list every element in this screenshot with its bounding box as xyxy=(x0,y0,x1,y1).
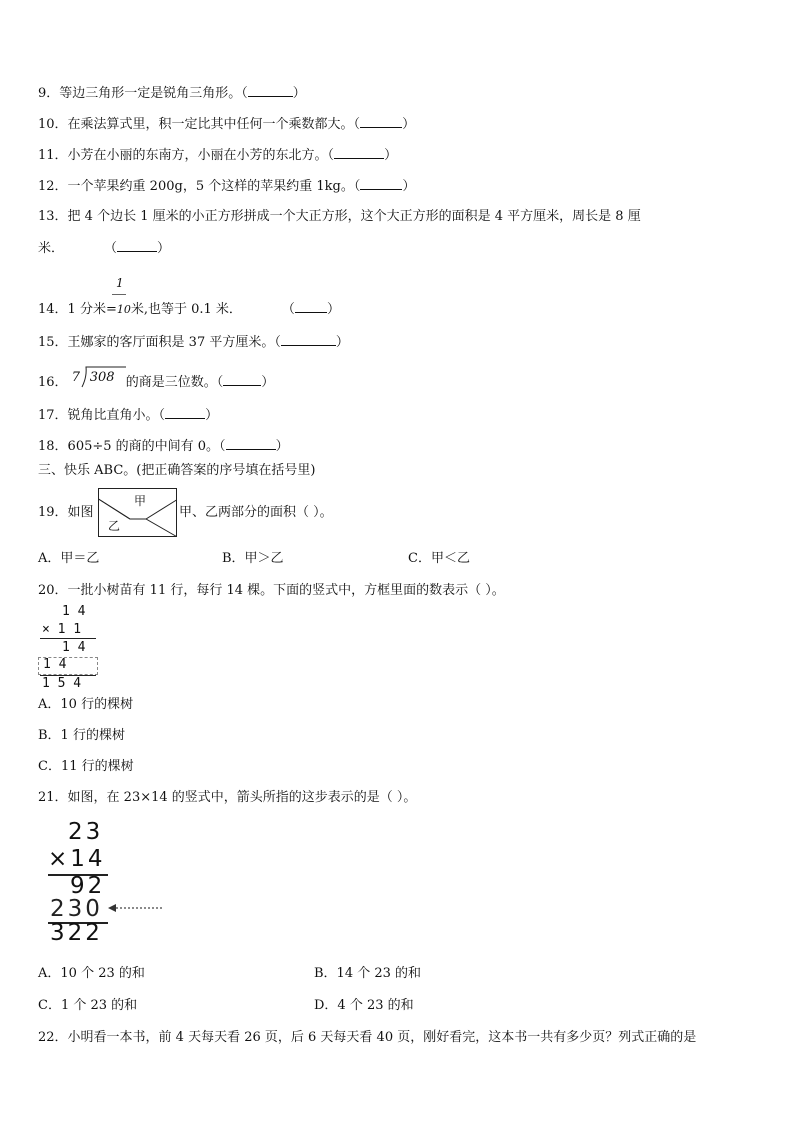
answer-blank[interactable] xyxy=(295,300,327,313)
paren-close: ） xyxy=(275,439,289,454)
option-b[interactable]: B．14 个 23 的和 xyxy=(314,966,422,981)
calc-row: 23 xyxy=(68,819,104,845)
question-text: 在乘法算式里，积一定比其中任何一个乘数都大。（ xyxy=(67,117,361,132)
question-13 xyxy=(38,209,641,225)
option-d[interactable]: D．4 个 23 的和 xyxy=(314,998,414,1013)
question-9 xyxy=(38,84,306,102)
fraction-denominator: 10 xyxy=(116,303,131,316)
fraction-numerator: 1 xyxy=(116,276,124,290)
answer-blank[interactable] xyxy=(223,373,261,386)
question-text: 米,也等于 0.1 米． xyxy=(130,302,242,317)
question-11 xyxy=(38,146,397,164)
question-20 xyxy=(38,583,505,599)
paren-close: ） xyxy=(205,408,219,423)
question-22 xyxy=(38,1030,696,1046)
paren-open: （ xyxy=(104,241,118,256)
divisor: 7 xyxy=(71,370,80,385)
question-number: 9． xyxy=(38,86,60,101)
calc-row: × 1 1 xyxy=(42,622,82,637)
dotted-arrow-icon xyxy=(106,902,164,914)
paren-open: （ xyxy=(281,302,295,317)
option-a[interactable]: A．10 个 23 的和 xyxy=(38,966,145,981)
answer-blank[interactable] xyxy=(117,239,157,252)
calc-row: ×14 xyxy=(48,846,106,872)
calc-row: 1 4 xyxy=(62,604,86,619)
option-b[interactable]: B．甲＞乙 xyxy=(222,551,284,566)
question-text: 的商是三位数。（ xyxy=(125,375,224,390)
answer-blank[interactable] xyxy=(360,115,402,128)
question-number: 18． xyxy=(38,439,68,454)
option-c[interactable]: C．1 个 23 的和 xyxy=(38,998,138,1013)
question-text: 甲、乙两部分的面积（ ）。 xyxy=(179,505,333,520)
answer-blank[interactable] xyxy=(248,84,293,97)
section-title: 三、快乐 ABC。(把正确答案的序号填在括号里) xyxy=(38,463,316,478)
label-jia: 甲 xyxy=(134,494,147,508)
question-19 xyxy=(38,505,94,521)
question-number: 17． xyxy=(38,408,68,423)
paren-close: ） xyxy=(292,86,306,101)
question-21 xyxy=(38,790,416,806)
question-number: 13． xyxy=(38,209,68,224)
answer-blank[interactable] xyxy=(226,437,276,450)
calc-line xyxy=(40,638,96,639)
fraction-bar xyxy=(112,294,126,295)
question-10 xyxy=(38,115,415,133)
paren-close: ） xyxy=(384,148,398,163)
question-text: 米． xyxy=(38,241,65,256)
paren-close: ） xyxy=(402,117,416,132)
question-text: 小明看一本书，前 4 天每天看 26 页，后 6 天每天看 40 页，刚好看完，这本书一共有多少页？列式正确的是 xyxy=(67,1030,697,1045)
calc-row: 1 4 xyxy=(43,657,67,672)
paren-close: ） xyxy=(335,335,349,350)
question-17 xyxy=(38,406,218,424)
dividend: 308 xyxy=(89,370,115,385)
calc-row: 230 xyxy=(50,896,103,922)
question-number: 21． xyxy=(38,790,68,805)
question-18 xyxy=(38,437,289,455)
question-number: 10． xyxy=(38,117,68,132)
question-number: 11． xyxy=(38,148,68,163)
question-number: 19． xyxy=(38,505,68,520)
question-text: 把 4 个边长 1 厘米的小正方形拼成一个大正方形，这个大正方形的面积是 4 平方厘米，周长是 8 厘 xyxy=(67,209,641,224)
question-15 xyxy=(38,333,349,351)
option-c[interactable]: C．甲＜乙 xyxy=(408,551,470,566)
question-16 xyxy=(38,370,274,391)
calc-row: 1 5 4 xyxy=(42,676,82,691)
question-text: 等边三角形一定是锐角三角形。（ xyxy=(59,86,248,101)
paren-close: ） xyxy=(157,241,171,256)
question-text: 如图 xyxy=(67,505,94,520)
answer-blank[interactable] xyxy=(334,146,384,159)
paren-close: ） xyxy=(326,302,340,317)
question-12 xyxy=(38,177,415,195)
question-number: 22． xyxy=(38,1030,68,1045)
answer-blank[interactable] xyxy=(165,406,205,419)
long-division-symbol xyxy=(72,370,126,386)
question-13-line2 xyxy=(38,239,170,257)
question-number: 20． xyxy=(38,583,68,598)
label-yi: 乙 xyxy=(108,519,121,533)
calc-row: 92 xyxy=(70,873,106,899)
question-14 xyxy=(38,300,340,318)
question-number: 14． xyxy=(38,302,68,317)
question-text: 一批小树苗有 11 行，每行 14 棵。下面的竖式中，方框里面的数表示（ ）。 xyxy=(67,583,505,598)
answer-blank[interactable] xyxy=(281,333,336,346)
question-number: 12． xyxy=(38,179,68,194)
option-c[interactable]: C．11 行的棵树 xyxy=(38,759,134,774)
question-number: 16． xyxy=(38,375,68,390)
question-number: 15． xyxy=(38,335,68,350)
question-text: 605÷5 的商的中间有 0。（ xyxy=(67,439,226,454)
question-text: 1 分米= xyxy=(67,302,117,317)
question-text: 如图，在 23×14 的竖式中，箭头所指的这步表示的是（ ）。 xyxy=(67,790,417,805)
question-text: 王娜家的客厅面积是 37 平方厘米。（ xyxy=(67,335,281,350)
option-b[interactable]: B．1 行的棵树 xyxy=(38,728,125,743)
question-text: 锐角比直角小。（ xyxy=(67,408,166,423)
calc-row: 322 xyxy=(50,920,103,946)
option-a[interactable]: A．甲＝乙 xyxy=(38,551,100,566)
option-a[interactable]: A．10 行的棵树 xyxy=(38,697,134,712)
paren-close: ） xyxy=(402,179,416,194)
answer-blank[interactable] xyxy=(360,177,402,190)
calc-row: 1 4 xyxy=(62,640,86,655)
paren-close: ） xyxy=(261,375,275,390)
question-text: 小芳在小丽的东南方，小丽在小芳的东北方。（ xyxy=(67,148,335,163)
question-text: 一个苹果约重 200g，5 个这样的苹果约重 1kg。（ xyxy=(67,179,361,194)
